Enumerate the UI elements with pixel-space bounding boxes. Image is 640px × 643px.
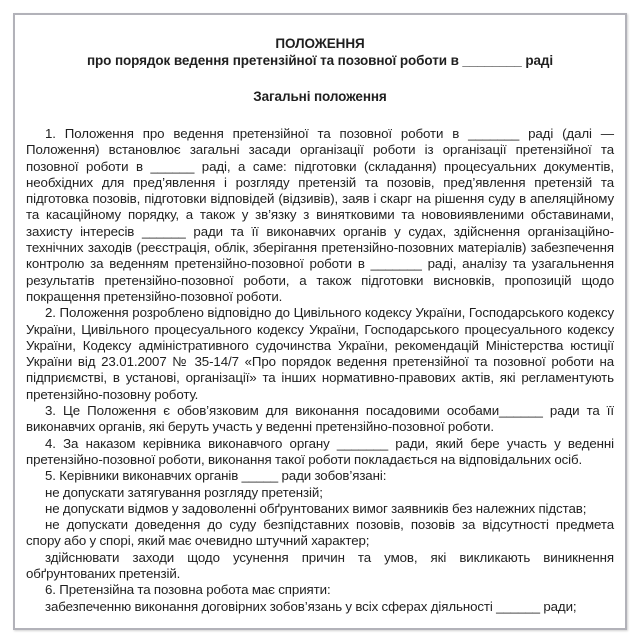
paragraph-2: 2. Положення розроблено відповідно до Цивільного кодексу України, Господарського кодексу України, Цивільного процесуального кодексу України, Господарського процесуального кодексу України, Кодексу адміністративного судочинства України, рекомендацій Міністерства юстиції України від 23.01.2007 № 35-14/7 «Про порядок ведення претензійної та позовної роботи на підприємстві, в установі, організації» та інших нормативно-правових актів, які регламентують претензійно-позовну роботу. [26, 305, 614, 402]
clause-6-item-1: забезпеченню виконання договірних зобов’язань у всіх сферах діяльності ______ ради; [45, 598, 577, 614]
paragraph-6-intro: 6. Претензійна та позовна робота має сприяти: [45, 582, 331, 598]
document-body [26, 126, 614, 615]
document-page [13, 13, 627, 630]
paragraph-5-intro: 5. Керівники виконавчих органів _____ ради зобов’язані: [45, 468, 387, 484]
document-title: ПОЛОЖЕННЯ [275, 36, 365, 51]
paragraph-1: 1. Положення про ведення претензійної та позовної роботи в _______ раді (далі — Положення) встановлює загальні засади організації роботи із організації претензійної та позовної роботи в ______ раді, а саме: підготовки (складання) процесуальних документів, необхідних для пред’явлення і розгляду претензій та позовів, пред’явлення претензій та підготовка позовів, підготовки відповідей (відзивів), заяв і скарг на рішення суду в апеляційному та касаційному порядку, а також у зв’язку з винятковими та нововиявленими обставинами, захисту інтересів ______ ради та її виконавчих органів у судах, здійснення організаційно-технічних заходів (реєстрація, облік, зберігання претензійно-позовних матеріалів) забезпечення контролю за веденням претензійно-позовної роботи в _______ раді, аналізу та узагальнення результатів претензійно-позовної роботи, а також підготовки висновків, пропозицій щодо покращення претензійно-позовної роботи. [26, 126, 614, 304]
section-heading: Загальні положення [253, 89, 387, 104]
paragraph-4: 4. За наказом керівника виконавчого органу _______ ради, який бере участь у веденні претензійно-позовної роботи, виконання такої роботи покладається на відповідальних осіб. [26, 435, 614, 467]
paragraph-3: 3. Це Положення є обов’язковим для виконання посадовими особами______ ради та її виконавчих органів, які беруть участь у веденні претензійно-позовної роботи. [26, 403, 614, 435]
clause-5-item-3: не допускати доведення до суду безпідставних позовів, позовів за відсутності предмета спору або у спорі, який має очевидно штучний характер; [26, 517, 614, 549]
document-subtitle: про порядок ведення претензійної та позовної роботи в ________ раді [86, 53, 554, 68]
clause-5-item-2: не допускати відмов у задоволенні обґрунтованих вимог заявників без належних підстав; [45, 500, 587, 516]
clause-5-item-4: здійснювати заходи щодо усунення причин та умов, які викликають виникнення обґрунтованих претензій. [26, 549, 614, 582]
clause-5-item-1: не допускати затягування розгляду претензій; [45, 484, 323, 500]
